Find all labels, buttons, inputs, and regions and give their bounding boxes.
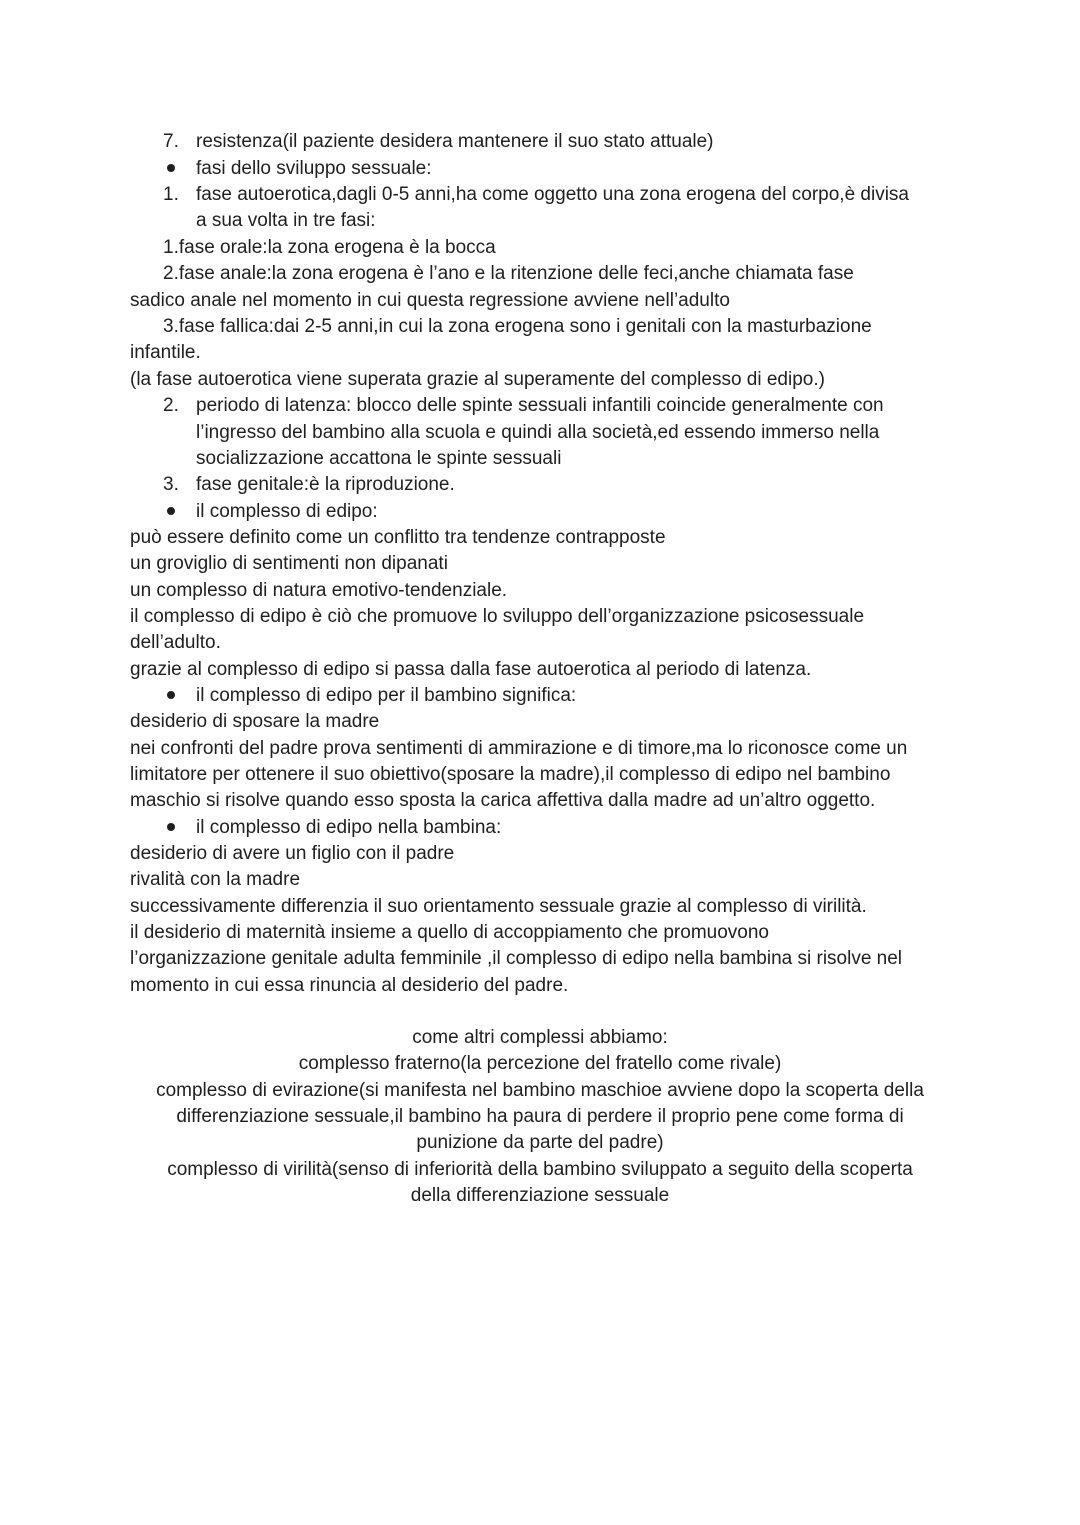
- list-item-text: fase genitale:è la riproduzione.: [196, 474, 455, 495]
- paragraph-line: desiderio di avere un figlio con il padre: [130, 843, 455, 864]
- paragraph-line: l’ingresso del bambino alla scuola e quindi alla società,ed essendo immerso nella: [196, 422, 880, 443]
- paragraph-line: successivamente differenzia il suo orientamento sessuale grazie al complesso di virilità.: [130, 896, 867, 917]
- paragraph-line: maschio si risolve quando esso sposta la carica affettiva dalla madre ad un’altro oggetto.: [130, 790, 876, 811]
- paragraph-line: nei confronti del padre prova sentimenti di ammirazione e di timore,ma lo riconosce come un: [130, 738, 908, 759]
- list-number: 7.: [163, 131, 179, 152]
- paragraph-line: a sua volta in tre fasi:: [196, 210, 376, 231]
- list-number: 1.: [163, 184, 179, 205]
- list-item-text: resistenza(il paziente desidera mantenere il suo stato attuale): [196, 131, 714, 152]
- list-item-text: fase autoerotica,dagli 0-5 anni,ha come oggetto una zona erogena del corpo,è divisa: [196, 184, 909, 205]
- centered-line: differenziazione sessuale,il bambino ha paura di perdere il proprio pene come forma di: [176, 1106, 904, 1127]
- paragraph-line: 1.fase orale:la zona erogena è la bocca: [163, 237, 496, 258]
- paragraph-line: desiderio di sposare la madre: [130, 711, 380, 732]
- centered-line: punizione da parte del padre): [416, 1132, 664, 1153]
- centered-line: della differenziazione sessuale: [410, 1185, 670, 1206]
- paragraph-line: un complesso di natura emotivo-tendenziale.: [130, 580, 508, 601]
- paragraph-line: momento in cui essa rinuncia al desiderio del padre.: [130, 975, 569, 996]
- list-item-text: il complesso di edipo nella bambina:: [196, 817, 502, 838]
- bullet-icon: [167, 823, 175, 831]
- centered-line: complesso fraterno(la percezione del fratello come rivale): [298, 1053, 782, 1074]
- list-number: 3.: [163, 474, 179, 495]
- paragraph-line: infantile.: [130, 342, 201, 363]
- paragraph-line: 2.fase anale:la zona erogena è l’ano e la ritenzione delle feci,anche chiamata fase: [163, 263, 854, 284]
- paragraph-line: un groviglio di sentimenti non dipanati: [130, 553, 448, 574]
- paragraph-line: il desiderio di maternità insieme a quello di accoppiamento che promuovono: [130, 922, 769, 943]
- paragraph-line: rivalità con la madre: [130, 869, 301, 890]
- list-item-text: periodo di latenza: blocco delle spinte sessuali infantili coincide generalmente con: [196, 395, 884, 416]
- centered-heading: come altri complessi abbiamo:: [412, 1027, 668, 1048]
- paragraph-line: può essere definito come un conflitto tra tendenze contrapposte: [130, 527, 666, 548]
- centered-line: complesso di evirazione(si manifesta nel bambino maschioe avviene dopo la scoperta della: [156, 1080, 924, 1101]
- paragraph-line: dell’adulto.: [130, 632, 221, 653]
- bullet-icon: [167, 507, 175, 515]
- paragraph-line: l’organizzazione genitale adulta femminile ,il complesso di edipo nella bambina si risolve nel: [130, 948, 903, 969]
- paragraph-line: (la fase autoerotica viene superata grazie al superamente del complesso di edipo.): [130, 369, 825, 390]
- bullet-icon: [167, 164, 175, 172]
- paragraph-line: il complesso di edipo è ciò che promuove lo sviluppo dell’organizzazione psicosessuale: [130, 606, 865, 627]
- list-item-text: il complesso di edipo per il bambino significa:: [196, 685, 577, 706]
- list-item-text: il complesso di edipo:: [196, 501, 378, 522]
- paragraph-line: grazie al complesso di edipo si passa dalla fase autoerotica al periodo di latenza.: [130, 659, 812, 680]
- paragraph-line: limitatore per ottenere il suo obiettivo(sposare la madre),il complesso di edipo nel bambino: [130, 764, 891, 785]
- bullet-icon: [167, 691, 175, 699]
- paragraph-line: sadico anale nel momento in cui questa regressione avviene nell’adulto: [130, 290, 730, 311]
- centered-line: complesso di virilità(senso di inferiorità della bambino sviluppato a seguito della scoperta: [167, 1159, 913, 1180]
- paragraph-line: socializzazione accattona le spinte sessuali: [196, 448, 562, 469]
- paragraph-line: 3.fase fallica:dai 2-5 anni,in cui la zona erogena sono i genitali con la masturbazione: [163, 316, 872, 337]
- list-number: 2.: [163, 395, 179, 416]
- list-item-text: fasi dello sviluppo sessuale:: [196, 158, 432, 179]
